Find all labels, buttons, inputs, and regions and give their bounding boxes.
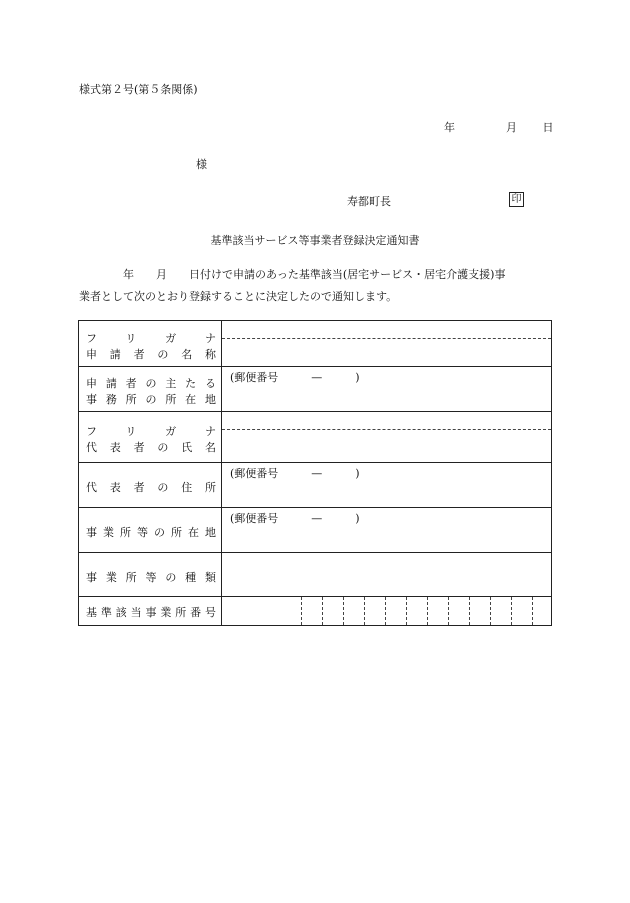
label-text: 申請者の名称 [86, 348, 216, 361]
digit-divider [427, 597, 428, 625]
digit-divider [322, 597, 323, 625]
body-line-1: 年 月 日付けで申請のあった基準該当(居宅サービス・居宅介護支援)事 [79, 268, 506, 281]
row-business-number [79, 597, 551, 625]
seal-mark: 印 [509, 192, 524, 207]
date-line [444, 119, 554, 135]
furigana-divider [222, 338, 551, 339]
label-text: 基準該当事業所番号 [86, 606, 216, 619]
label-furigana: フリガナ [86, 425, 216, 438]
row-business-type [79, 553, 551, 597]
row-main-office [79, 367, 551, 412]
digit-divider [301, 597, 302, 625]
label-text: 事務所の所在地 [86, 393, 216, 406]
digit-divider [511, 597, 512, 625]
field-main-office[interactable] [222, 367, 551, 411]
field-business-number[interactable] [222, 597, 551, 625]
label-business-location [79, 508, 222, 552]
label-representative-address [79, 463, 222, 507]
date-month: 月 [506, 121, 517, 134]
row-representative-address [79, 463, 551, 508]
digit-divider [469, 597, 470, 625]
label-text: 申請者の主たる [86, 377, 216, 390]
row-applicant-name [79, 321, 551, 367]
furigana-divider [222, 429, 551, 430]
label-furigana: フリガナ [86, 332, 216, 345]
field-applicant-name[interactable] [222, 321, 551, 366]
document-title: 基準該当サービス等事業者登録決定通知書 [210, 234, 420, 247]
postal-code: (郵便番号 — ) [230, 512, 360, 525]
label-representative-name [79, 412, 222, 462]
field-representative-address[interactable] [222, 463, 551, 507]
digit-divider [385, 597, 386, 625]
label-business-number [79, 597, 222, 625]
body-line-2: 業者として次のとおり登録することに決定したので通知します。 [79, 290, 398, 303]
row-representative-name [79, 412, 551, 463]
digit-divider [364, 597, 365, 625]
field-business-location[interactable] [222, 508, 551, 552]
date-day: 日 [542, 121, 554, 134]
field-business-type[interactable] [222, 553, 551, 596]
date-year: 年 [444, 121, 455, 134]
issuer: 寿都町長 [347, 195, 391, 208]
postal-code: (郵便番号 — ) [230, 467, 360, 480]
row-business-location [79, 508, 551, 553]
digit-divider [532, 597, 533, 625]
digit-divider [406, 597, 407, 625]
label-main-office [79, 367, 222, 411]
digit-divider [490, 597, 491, 625]
label-text: 代表者の氏名 [86, 441, 216, 454]
registration-table [78, 320, 552, 626]
digit-divider [448, 597, 449, 625]
label-text: 代表者の住所 [86, 481, 216, 494]
postal-code: (郵便番号 — ) [230, 371, 360, 384]
label-applicant-name [79, 321, 222, 366]
label-text: 事業所等の所在地 [86, 526, 216, 539]
field-representative-name[interactable] [222, 412, 551, 462]
label-business-type [79, 553, 222, 596]
form-id: 様式第２号(第５条関係) [79, 83, 198, 96]
addressee: 様 [196, 158, 207, 171]
label-text: 事業所等の種類 [86, 571, 216, 584]
digit-divider [343, 597, 344, 625]
